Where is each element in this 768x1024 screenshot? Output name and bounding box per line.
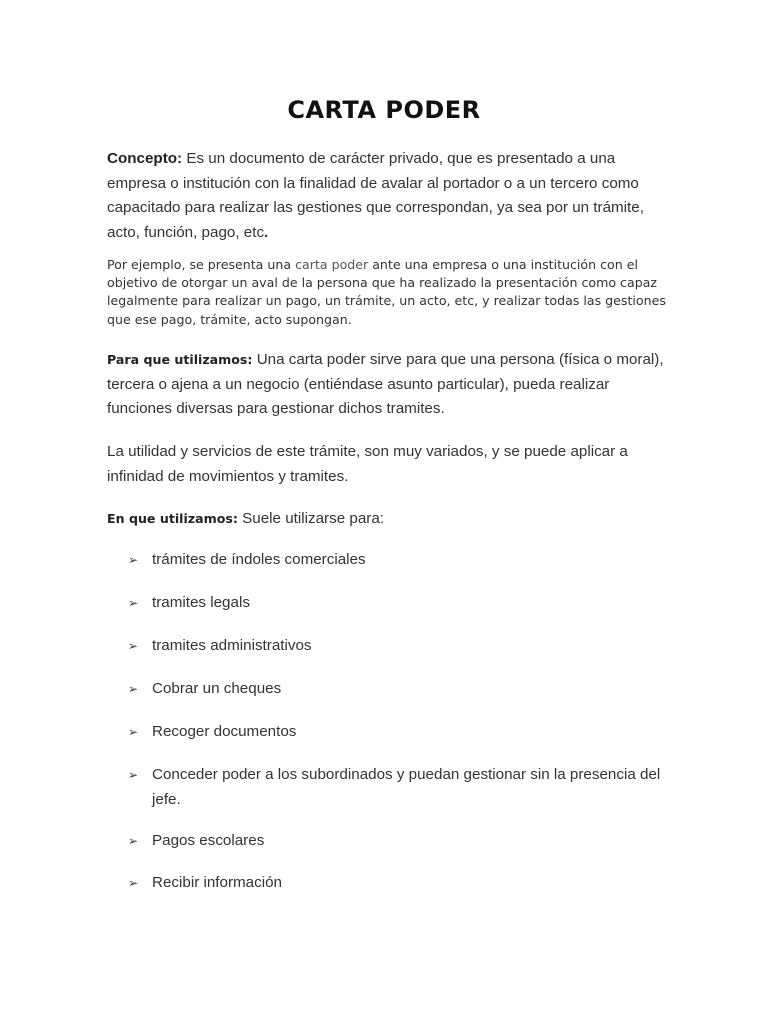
list-item-text: tramites administrativos [152, 637, 312, 654]
para-que-paragraph [107, 348, 667, 422]
concepto-paragraph [107, 147, 667, 245]
arrow-bullet-icon: ➢ [128, 639, 139, 653]
list-item-text: Cobrar un cheques [152, 680, 282, 697]
concepto-label: Concepto: [107, 150, 183, 167]
list-item [128, 871, 668, 896]
arrow-bullet-icon: ➢ [128, 834, 139, 848]
list-item [128, 720, 668, 745]
en-que-label: En que utilizamos: [107, 511, 238, 526]
en-que-paragraph [107, 507, 667, 532]
concepto-end: . [264, 223, 269, 241]
list-item-text: trámites de índoles comerciales [152, 551, 366, 568]
ejemplo-term: carta poder [295, 257, 369, 272]
utilidad-paragraph: La utilidad y servicios de este trámite, son muy variados, y se puede aplicar a infinidad de movimientos y tramites. [107, 443, 628, 485]
list-item [128, 548, 668, 573]
ejemplo-text-before: Por ejemplo, se presenta una [107, 257, 296, 272]
ejemplo-text-after: ante una empresa o una institución con el objetivo de otorgar un aval de la persona que ha realizado la presentación como capaz legalmente para realizar un pago, un trámite, un acto, etc, y realizar todas las gestiones que ese pago, trámite, acto supongan. [107, 257, 666, 327]
arrow-bullet-icon: ➢ [128, 876, 139, 890]
list-item-text: Recibir información [152, 874, 282, 891]
arrow-bullet-icon: ➢ [128, 553, 139, 567]
arrow-bullet-icon: ➢ [128, 768, 139, 782]
ejemplo-paragraph [107, 256, 667, 329]
list-item [128, 591, 668, 616]
arrow-bullet-icon: ➢ [128, 682, 139, 696]
list-item [128, 634, 668, 659]
para-que-text: Una carta poder sirve para que una persona (física o moral), tercera o ajena a un negocio (entiéndase asunto particular), pueda realizar funciones diversas para gestionar dichos tramites. [107, 351, 664, 417]
concepto-text: Es un documento de carácter privado, que es presentado a una empresa o institución con la finalidad de avalar al portador o a un tercero como capacitado para realizar las gestiones que correspondan, ya sea por un trámite, acto, función, pago, etc [107, 150, 644, 241]
list-item-text: Recoger documentos [152, 723, 297, 740]
list-item-text: Pagos escolares [152, 832, 265, 849]
list-item-text: Conceder poder a los subordinados y puedan gestionar sin la presencia del jefe. [152, 766, 661, 808]
list-item [128, 763, 668, 812]
list-item [128, 677, 668, 702]
list-item [128, 829, 668, 854]
arrow-bullet-icon: ➢ [128, 725, 139, 739]
list-item-text: tramites legals [152, 594, 250, 611]
page-title: CARTA PODER [287, 96, 481, 124]
arrow-bullet-icon: ➢ [128, 596, 139, 610]
en-que-text: Suele utilizarse para: [237, 510, 384, 527]
para-que-label: Para que utilizamos: [107, 352, 253, 367]
